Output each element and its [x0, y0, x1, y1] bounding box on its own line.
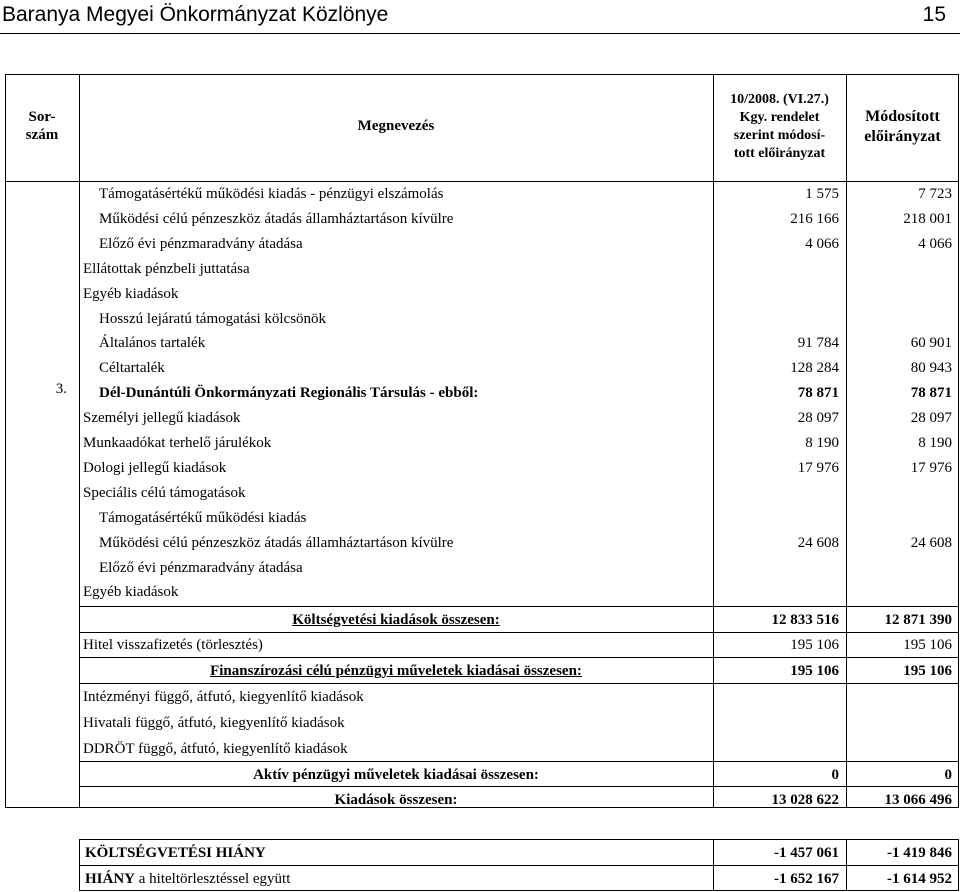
- row-label: Előző évi pénzmaradvány átadása: [99, 235, 303, 252]
- row-value-original: 12 833 516: [771, 612, 839, 628]
- row-label: Hosszú lejáratú támogatási kölcsönök: [99, 310, 327, 327]
- deficit-label-bold: HIÁNY: [85, 871, 136, 887]
- row-value-modified: 13 066 496: [884, 792, 952, 808]
- row-value-original: 8 190: [805, 435, 839, 451]
- col-divider-1: [79, 74, 80, 808]
- row-label: Támogatásértékű működési kiadás - pénzügyi elszámolás: [99, 186, 444, 202]
- total-label: [79, 791, 713, 809]
- row-number: 3.: [55, 381, 67, 397]
- row-value-original: 1 575: [805, 186, 839, 202]
- row-value-modified: 218 001: [903, 210, 952, 227]
- row-label: Általános tartalék: [99, 335, 206, 352]
- total-label-text: Intézményi függő, átfutó, kiegyenlítő kiadások: [83, 689, 364, 705]
- header-sorszam-line: Sor-: [28, 109, 56, 125]
- total-label: [79, 611, 713, 629]
- summary-line-2: [79, 632, 959, 633]
- row-value-modified: 80 943: [910, 360, 952, 377]
- deficit-value-original: -1 457 061: [774, 845, 839, 861]
- total-label-text: DDRÖT függő, átfutó, kiegyenlítő kiadások: [83, 741, 348, 757]
- row-label: [83, 688, 364, 706]
- row-value-original: 78 871: [797, 385, 839, 402]
- header-sorszam: [5, 108, 79, 144]
- header-modositott-line: Módosított: [865, 108, 940, 125]
- row-label: Dél-Dunántúli Önkormányzati Regionális Társulás - ebből:: [99, 385, 479, 402]
- publication-title: Baranya Megyei Önkormányzat Közlönye: [2, 3, 389, 26]
- header-sorszam-line: szám: [25, 127, 59, 143]
- row-value-modified: 60 901: [910, 335, 952, 352]
- header-bottom-line: [5, 181, 959, 182]
- row-value-original: 128 284: [790, 360, 839, 377]
- header-megnevezes: Megnevezés: [357, 118, 435, 134]
- row-value-original: 0: [831, 767, 839, 783]
- row-label: Támogatásértékű működési kiadás: [99, 509, 307, 526]
- total-label-text: Finanszírozási célú pénzügyi műveletek kiadásai összesen:: [210, 663, 582, 679]
- row-label: [83, 636, 263, 654]
- deficit-label: [85, 844, 266, 862]
- header-rendelet-line: tott előirányzat: [733, 146, 826, 161]
- row-value-modified: 7 723: [918, 186, 952, 202]
- row-value-modified: 78 871: [910, 385, 952, 402]
- row-value-modified: 12 871 390: [884, 612, 952, 628]
- row-value-original: 4 066: [805, 235, 839, 252]
- header-modositott-line: előirányzat: [864, 128, 941, 145]
- row-value-original: 28 097: [797, 410, 839, 427]
- deficit-value-modified: -1 419 846: [887, 845, 952, 861]
- row-value-original: 24 608: [797, 534, 839, 551]
- row-value-original: 216 166: [790, 210, 839, 227]
- row-label: Céltartalék: [99, 360, 165, 377]
- row-value-modified: 195 106: [903, 637, 952, 653]
- total-label-text: Kiadások összesen:: [334, 792, 458, 808]
- total-label-text: Aktív pénzügyi műveletek kiadásai összesen:: [253, 767, 539, 783]
- header-modositott: [846, 107, 959, 147]
- total-label-text: Költségvetési kiadások összesen:: [292, 612, 500, 628]
- total-label-text: Hivatali függő, átfutó, kiegyenlítő kiadások: [83, 715, 345, 731]
- summary-line-6: [79, 786, 959, 787]
- row-label: [83, 740, 348, 758]
- row-value-modified: 24 608: [910, 534, 952, 551]
- page-header: [0, 0, 960, 34]
- deficit-label-rest: a hiteltörlesztéssel együtt: [135, 871, 291, 887]
- row-value-modified: 4 066: [918, 235, 952, 252]
- row-label: [83, 714, 345, 732]
- header-rendelet-line: Kgy. rendelet: [739, 110, 820, 125]
- deficit-row-divider: [79, 865, 959, 866]
- deficit-value-modified: -1 614 952: [887, 871, 952, 887]
- page-number: 15: [922, 3, 946, 26]
- row-value-original: 13 028 622: [771, 792, 839, 808]
- row-value-original: 195 106: [790, 663, 839, 679]
- summary-line-3: [79, 657, 959, 658]
- total-label: [79, 662, 713, 680]
- row-value-original: 91 784: [797, 335, 839, 352]
- row-value-modified: 8 190: [918, 435, 952, 451]
- row-label: Működési célú pénzeszköz átadás államháztartáson kívülre: [99, 534, 454, 551]
- total-label: [79, 766, 713, 784]
- row-label: Speciális célú támogatások: [83, 484, 246, 501]
- header-rendelet: [713, 91, 846, 163]
- header-rendelet-line: szerint módosí-: [733, 128, 826, 143]
- summary-line-5: [79, 761, 959, 762]
- row-value-modified: 0: [944, 767, 952, 783]
- deficit-label: [85, 870, 290, 888]
- row-label: Egyéb kiadások: [83, 584, 179, 601]
- row-label: Előző évi pénzmaradvány átadása: [99, 559, 303, 576]
- header-divider: [0, 33, 960, 34]
- row-value-modified: 28 097: [910, 410, 952, 427]
- row-label: Egyéb kiadások: [83, 285, 179, 302]
- summary-line-1: [79, 606, 959, 607]
- summary-line-4: [79, 683, 959, 684]
- row-label: Dologi jellegű kiadások: [83, 459, 227, 476]
- row-label: Munkaadókat terhelő járulékok: [83, 435, 272, 451]
- header-rendelet-line: 10/2008. (VI.27.): [730, 92, 829, 107]
- deficit-label-bold: KÖLTSÉGVETÉSI HIÁNY: [85, 845, 266, 861]
- row-value-modified: 195 106: [903, 663, 952, 679]
- row-value-original: 195 106: [790, 637, 839, 653]
- row-value-original: 17 976: [797, 459, 839, 476]
- deficit-value-original: -1 652 167: [774, 871, 839, 887]
- row-value-modified: 17 976: [910, 459, 952, 476]
- row-label: Személyi jellegű kiadások: [83, 410, 241, 427]
- total-label-text: Hitel visszafizetés (törlesztés): [83, 637, 263, 653]
- row-label: Működési célú pénzeszköz átadás államháztartáson kívülre: [99, 210, 454, 227]
- row-label: Ellátottak pénzbeli juttatása: [83, 260, 250, 277]
